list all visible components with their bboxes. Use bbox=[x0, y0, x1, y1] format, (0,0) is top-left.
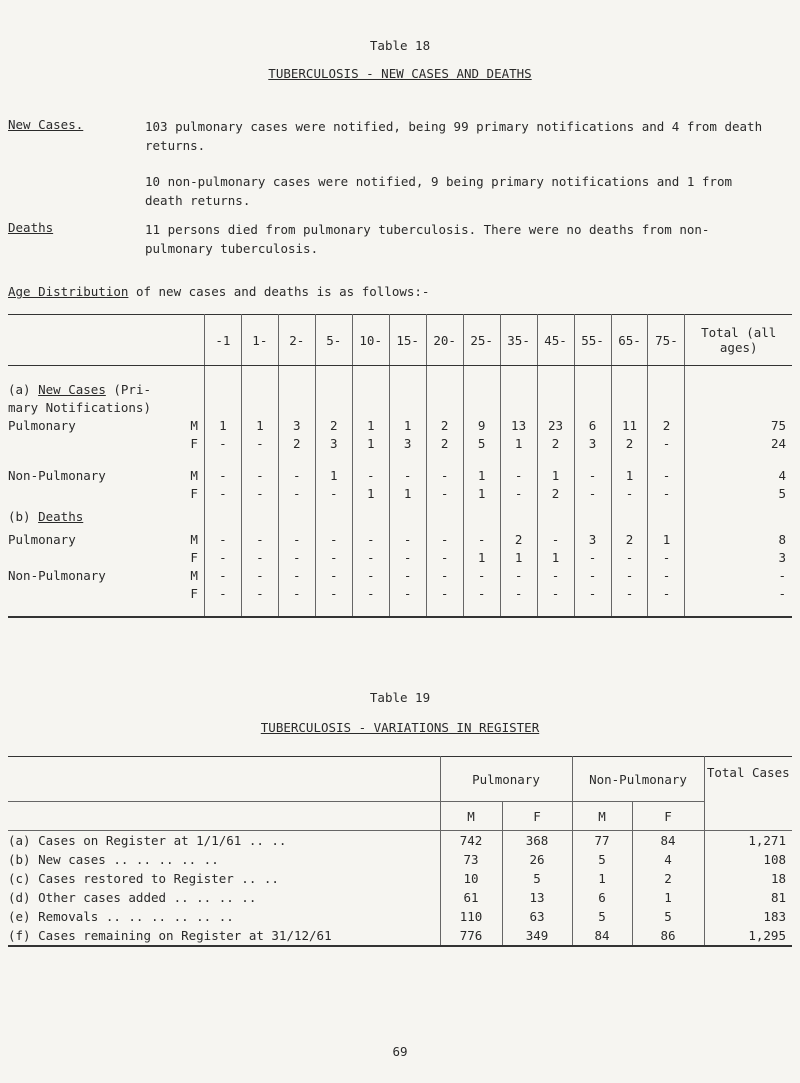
row-label: Pulmonary bbox=[8, 531, 76, 547]
table-cell: 63 bbox=[502, 907, 572, 926]
table-cell: - bbox=[352, 548, 389, 566]
deaths-paragraph: 11 persons died from pulmonary tuberculosis. There were no deaths from non-pulmonary tuberculosis. bbox=[145, 222, 710, 256]
header-sex: F bbox=[502, 802, 572, 831]
table-cell: 3 bbox=[315, 434, 352, 452]
row-label: (b) New cases .. .. .. .. .. bbox=[8, 852, 219, 867]
row-label: Non-Pulmonary bbox=[8, 567, 106, 583]
table-19-header-row bbox=[8, 757, 792, 802]
table-cell: 3 bbox=[685, 548, 792, 566]
table-cell: 2 bbox=[648, 416, 685, 434]
header-sex: M bbox=[572, 802, 632, 831]
table-cell: - bbox=[426, 484, 463, 502]
table-cell: 110 bbox=[440, 907, 502, 926]
table-cell: 5 bbox=[572, 907, 632, 926]
table-cell: 1 bbox=[352, 484, 389, 502]
table-cell: 8 bbox=[685, 530, 792, 548]
table-cell: - bbox=[537, 584, 574, 602]
table-cell: 2 bbox=[426, 434, 463, 452]
section-a-suffix: (Pri- bbox=[105, 381, 151, 397]
page-number: 69 bbox=[392, 1044, 408, 1059]
table-cell: 73 bbox=[440, 850, 502, 869]
new-cases-label: New Cases. bbox=[8, 117, 84, 132]
table-cell: - bbox=[315, 548, 352, 566]
table-cell: - bbox=[463, 584, 500, 602]
header-age: 25- bbox=[463, 315, 500, 366]
table-18-subtitle: TUBERCULOSIS - NEW CASES AND DEATHS bbox=[268, 66, 532, 81]
table-cell: - bbox=[241, 566, 278, 584]
table-cell: - bbox=[315, 484, 352, 502]
section-a-heading-line2 bbox=[8, 398, 792, 416]
table-cell: - bbox=[204, 466, 241, 484]
table-cell: 84 bbox=[572, 926, 632, 946]
table-cell: - bbox=[500, 566, 537, 584]
table-cell: - bbox=[352, 566, 389, 584]
table-19-subheader-row bbox=[8, 802, 792, 831]
table-cell: - bbox=[500, 484, 537, 502]
table-cell: - bbox=[426, 548, 463, 566]
table-cell: 108 bbox=[704, 850, 792, 869]
table-cell: - bbox=[352, 466, 389, 484]
table-row bbox=[8, 566, 792, 584]
table-cell: 1 bbox=[463, 484, 500, 502]
table-cell: 1,271 bbox=[704, 831, 792, 851]
table-cell: 1 bbox=[500, 434, 537, 452]
table-cell: 2 bbox=[315, 416, 352, 434]
table-row bbox=[8, 869, 792, 888]
row-sex: F bbox=[190, 485, 198, 501]
table-cell: - bbox=[426, 566, 463, 584]
row-sex: F bbox=[190, 549, 198, 565]
table-cell: - bbox=[426, 530, 463, 548]
table-row bbox=[8, 907, 792, 926]
table-cell: - bbox=[204, 548, 241, 566]
table-cell: - bbox=[500, 584, 537, 602]
table-cell: - bbox=[241, 530, 278, 548]
table-cell: 1 bbox=[648, 530, 685, 548]
table-cell: 2 bbox=[537, 484, 574, 502]
table-cell: - bbox=[574, 484, 611, 502]
header-age: 5- bbox=[315, 315, 352, 366]
header-blank bbox=[8, 802, 440, 831]
table-cell: - bbox=[611, 584, 648, 602]
table-cell: - bbox=[648, 484, 685, 502]
table-cell: - bbox=[315, 530, 352, 548]
table-cell: - bbox=[204, 434, 241, 452]
header-age: 35- bbox=[500, 315, 537, 366]
table-cell: 77 bbox=[572, 831, 632, 851]
row-label bbox=[8, 584, 176, 602]
table-cell: - bbox=[611, 548, 648, 566]
table-cell: 1 bbox=[572, 869, 632, 888]
table-cell: - bbox=[204, 566, 241, 584]
table-cell: 13 bbox=[500, 416, 537, 434]
table-cell: - bbox=[315, 566, 352, 584]
table-18-header-row bbox=[8, 315, 792, 366]
header-blank bbox=[8, 315, 204, 366]
section-a-prefix: (a) bbox=[8, 381, 39, 397]
table-cell: 1 bbox=[537, 548, 574, 566]
table-19 bbox=[8, 756, 792, 947]
table-cell: 13 bbox=[502, 888, 572, 907]
table-row bbox=[8, 484, 792, 502]
table-cell: - bbox=[278, 530, 315, 548]
table-cell: 5 bbox=[685, 484, 792, 502]
table-cell: - bbox=[278, 584, 315, 602]
section-a-label: New Cases bbox=[38, 381, 106, 397]
row-label: Non-Pulmonary bbox=[8, 467, 106, 483]
table-cell: 1 bbox=[463, 548, 500, 566]
table-cell: 84 bbox=[632, 831, 704, 851]
table-18-title: Table 18 bbox=[369, 38, 431, 53]
table-cell: - bbox=[241, 584, 278, 602]
header-age: 1- bbox=[241, 315, 278, 366]
section-b-prefix: (b) bbox=[8, 508, 39, 524]
table-cell: 3 bbox=[278, 416, 315, 434]
row-label: (d) Other cases added .. .. .. .. bbox=[8, 890, 257, 905]
table-cell: 1 bbox=[611, 466, 648, 484]
table-cell: - bbox=[648, 566, 685, 584]
table-cell: 1 bbox=[315, 466, 352, 484]
row-sex: F bbox=[190, 435, 198, 451]
table-cell: - bbox=[278, 466, 315, 484]
table-cell: 3 bbox=[574, 530, 611, 548]
table-cell: - bbox=[611, 484, 648, 502]
table-cell: 776 bbox=[440, 926, 502, 946]
table-cell: 368 bbox=[502, 831, 572, 851]
header-non-pulmonary: Non-Pulmonary bbox=[572, 757, 704, 802]
header-pulmonary: Pulmonary bbox=[440, 757, 572, 802]
age-distribution-intro bbox=[8, 284, 429, 299]
table-row bbox=[8, 466, 792, 484]
row-label: (a) Cases on Register at 1/1/61 .. .. bbox=[8, 833, 287, 848]
table-row bbox=[8, 530, 792, 548]
table-cell: - bbox=[352, 530, 389, 548]
table-cell: - bbox=[389, 466, 426, 484]
table-cell: 742 bbox=[440, 831, 502, 851]
header-age: 75- bbox=[648, 315, 685, 366]
section-b-heading bbox=[8, 502, 792, 530]
row-sex: F bbox=[190, 585, 198, 601]
table-cell: - bbox=[241, 548, 278, 566]
table-cell: 5 bbox=[463, 434, 500, 452]
table-cell: 349 bbox=[502, 926, 572, 946]
row-label: (e) Removals .. .. .. .. .. .. bbox=[8, 909, 234, 924]
table-cell: 23 bbox=[537, 416, 574, 434]
table-cell: 5 bbox=[572, 850, 632, 869]
table-cell: 1 bbox=[204, 416, 241, 434]
table-cell: - bbox=[574, 566, 611, 584]
table-cell: - bbox=[389, 530, 426, 548]
table-cell: 1 bbox=[241, 416, 278, 434]
header-age: 15- bbox=[389, 315, 426, 366]
table-cell: 2 bbox=[537, 434, 574, 452]
table-cell: 2 bbox=[611, 530, 648, 548]
table-cell: - bbox=[574, 548, 611, 566]
header-age: 55- bbox=[574, 315, 611, 366]
table-19-title: Table 19 bbox=[369, 690, 431, 705]
table-cell: - bbox=[648, 548, 685, 566]
table-cell: - bbox=[648, 434, 685, 452]
header-age: 2- bbox=[278, 315, 315, 366]
table-cell: - bbox=[537, 566, 574, 584]
table-cell: - bbox=[611, 566, 648, 584]
table-cell: 2 bbox=[611, 434, 648, 452]
new-cases-paragraph-2: 10 non-pulmonary cases were notified, 9 being primary notifications and 1 from death returns. bbox=[145, 174, 732, 208]
deaths-label: Deaths bbox=[8, 220, 54, 235]
table-cell: - bbox=[389, 566, 426, 584]
row-label: (c) Cases restored to Register .. .. bbox=[8, 871, 279, 886]
table-cell: - bbox=[315, 584, 352, 602]
row-sex: M bbox=[190, 567, 198, 583]
table-cell: - bbox=[278, 484, 315, 502]
row-sex: M bbox=[190, 467, 198, 483]
table-cell: - bbox=[204, 530, 241, 548]
table-row bbox=[8, 584, 792, 602]
table-cell: 5 bbox=[502, 869, 572, 888]
row-sex: M bbox=[190, 531, 198, 547]
age-distribution-text: of new cases and deaths is as follows:- bbox=[128, 284, 430, 299]
table-cell: 61 bbox=[440, 888, 502, 907]
header-total: Total (all ages) bbox=[685, 315, 792, 366]
table-cell: 3 bbox=[574, 434, 611, 452]
table-cell: - bbox=[648, 466, 685, 484]
table-cell: - bbox=[204, 584, 241, 602]
table-cell: - bbox=[204, 484, 241, 502]
table-row bbox=[8, 850, 792, 869]
table-cell: 4 bbox=[685, 466, 792, 484]
new-cases-paragraph-1: 103 pulmonary cases were notified, being 99 primary notifications and 4 from death returns. bbox=[145, 119, 763, 153]
table-cell: 1 bbox=[389, 484, 426, 502]
table-cell: 1 bbox=[389, 416, 426, 434]
table-row bbox=[8, 831, 792, 851]
table-cell: - bbox=[648, 584, 685, 602]
table-cell: - bbox=[685, 584, 792, 602]
table-cell: 9 bbox=[463, 416, 500, 434]
table-cell: - bbox=[426, 466, 463, 484]
row-sex: M bbox=[190, 417, 198, 433]
table-row bbox=[8, 926, 792, 946]
table-cell: 4 bbox=[632, 850, 704, 869]
table-cell: 6 bbox=[572, 888, 632, 907]
header-age: 45- bbox=[537, 315, 574, 366]
table-row bbox=[8, 434, 792, 452]
row-label bbox=[8, 484, 176, 502]
header-age: 10- bbox=[352, 315, 389, 366]
table-cell: - bbox=[389, 584, 426, 602]
table-row bbox=[8, 888, 792, 907]
table-cell: - bbox=[574, 584, 611, 602]
header-sex: M bbox=[440, 802, 502, 831]
header-total-cases: Total Cases bbox=[704, 757, 792, 831]
header-blank bbox=[8, 757, 440, 802]
table-row bbox=[8, 548, 792, 566]
section-a-line2: mary Notifications) bbox=[8, 399, 151, 415]
age-distribution-label: Age Distribution bbox=[8, 284, 129, 299]
table-cell: 5 bbox=[632, 907, 704, 926]
table-cell: 1 bbox=[352, 416, 389, 434]
header-age: 20- bbox=[426, 315, 463, 366]
table-cell: 6 bbox=[574, 416, 611, 434]
table-cell: 2 bbox=[632, 869, 704, 888]
table-cell: 10 bbox=[440, 869, 502, 888]
section-b-label: Deaths bbox=[38, 508, 84, 524]
table-cell: 1 bbox=[632, 888, 704, 907]
row-label: (f) Cases remaining on Register at 31/12/61 bbox=[8, 928, 332, 943]
table-cell: 86 bbox=[632, 926, 704, 946]
table-cell: - bbox=[500, 466, 537, 484]
table-cell: 183 bbox=[704, 907, 792, 926]
table-cell: - bbox=[278, 566, 315, 584]
table-cell: 24 bbox=[685, 434, 792, 452]
table-cell: 2 bbox=[500, 530, 537, 548]
table-cell: 11 bbox=[611, 416, 648, 434]
table-19-subtitle: TUBERCULOSIS - VARIATIONS IN REGISTER bbox=[260, 720, 540, 735]
table-cell: 1 bbox=[463, 466, 500, 484]
table-cell: 1 bbox=[500, 548, 537, 566]
table-cell: - bbox=[463, 530, 500, 548]
table-cell: - bbox=[574, 466, 611, 484]
table-cell: 3 bbox=[389, 434, 426, 452]
table-cell: - bbox=[352, 584, 389, 602]
table-cell: - bbox=[685, 566, 792, 584]
row-label bbox=[8, 434, 176, 452]
table-cell: - bbox=[241, 466, 278, 484]
table-cell: 1 bbox=[537, 466, 574, 484]
table-cell: - bbox=[389, 548, 426, 566]
table-cell: 1,295 bbox=[704, 926, 792, 946]
section-a-heading bbox=[8, 380, 792, 398]
table-cell: 26 bbox=[502, 850, 572, 869]
table-18 bbox=[8, 314, 792, 618]
header-sex: F bbox=[632, 802, 704, 831]
table-cell: 1 bbox=[352, 434, 389, 452]
row-label: Pulmonary bbox=[8, 417, 76, 433]
table-cell: 81 bbox=[704, 888, 792, 907]
table-cell: - bbox=[241, 434, 278, 452]
table-row bbox=[8, 416, 792, 434]
row-label bbox=[8, 548, 176, 566]
table-cell: 2 bbox=[278, 434, 315, 452]
table-cell: 75 bbox=[685, 416, 792, 434]
table-cell: 2 bbox=[426, 416, 463, 434]
table-cell: - bbox=[241, 484, 278, 502]
table-cell: - bbox=[278, 548, 315, 566]
table-cell: - bbox=[426, 584, 463, 602]
table-cell: 18 bbox=[704, 869, 792, 888]
table-cell: - bbox=[463, 566, 500, 584]
header-age: -1 bbox=[204, 315, 241, 366]
table-cell: - bbox=[537, 530, 574, 548]
header-age: 65- bbox=[611, 315, 648, 366]
